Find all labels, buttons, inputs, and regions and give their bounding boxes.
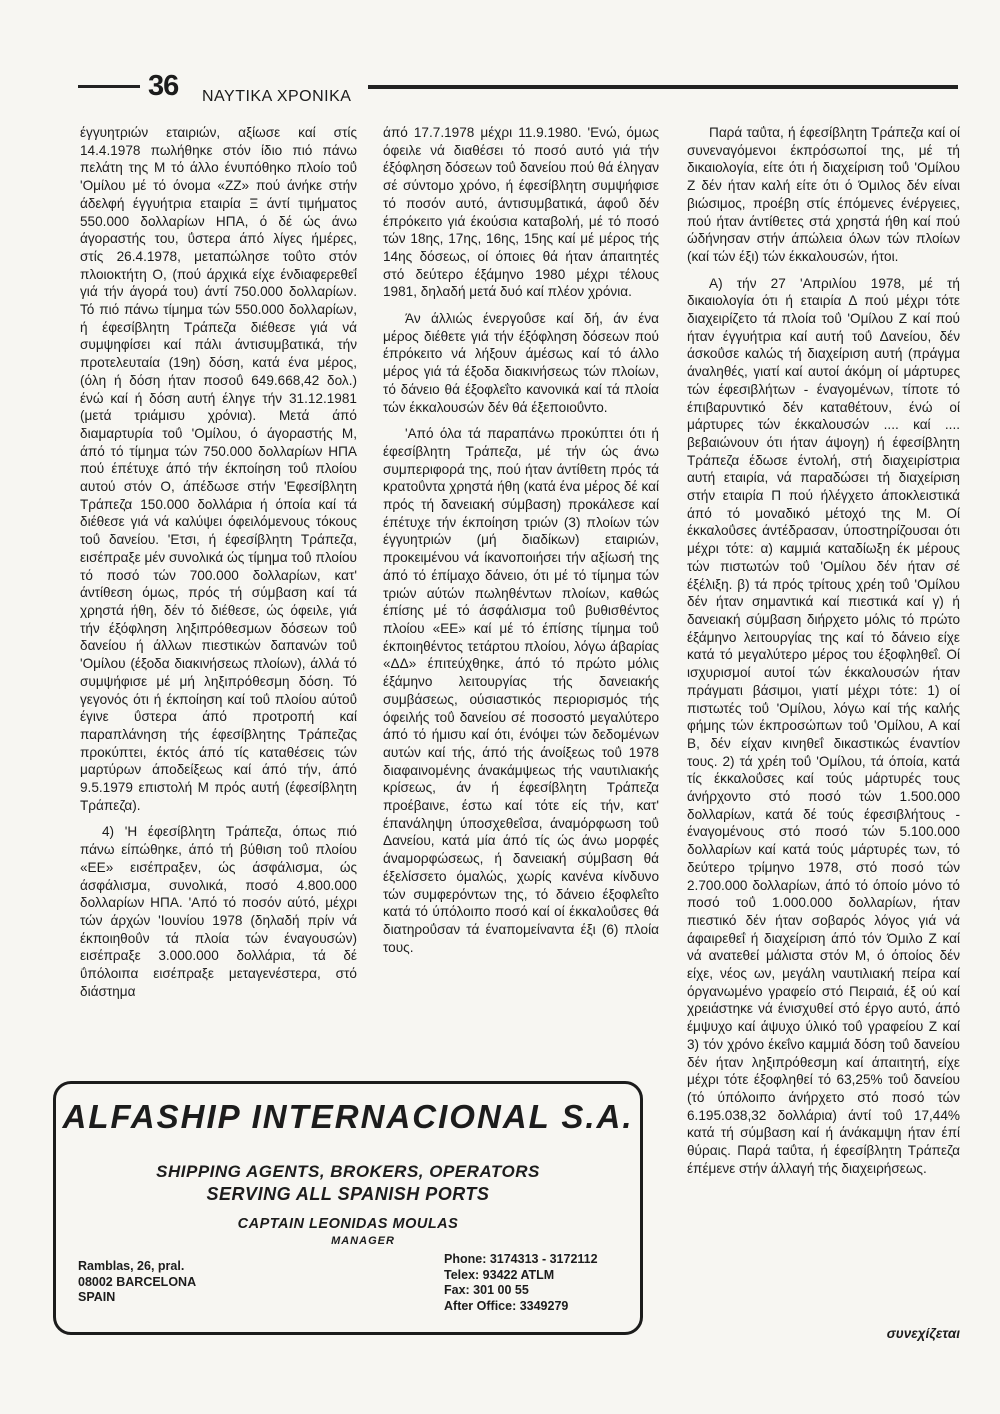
ad-phone: Phone: 3174313 - 3172112 [444, 1252, 598, 1266]
publication-title: ΝΑΥΤΙΚΑ ΧΡΟΝΙΚΑ [202, 88, 352, 105]
page-number: 36 [148, 70, 179, 102]
paragraph: 4) 'Η έφεσίβλητη Τράπεζα, όπως πιό πάνω είπώθηκε, άπό τή βύθιση τοΰ πλοίου «ΕΕ» εισέπραξεν, ώς άσφάλισμα, ώς άσφάλισμα, συνολικά, ποσό 4.800.000 δολλαρίων ΗΠΑ. 'Από τό ποσόν αύτό, μέχρι τών άρχών 'Ιουνίου 1978 (δηλαδή πρίν νά έκποιηθοΰν τά πλοία τών έναγουσών) εισέπραξε 3.000.000 δολλάρια, τά δέ ΰπόλοιπα εισέπραξε μεταγενέστερα, στό διάστημα [80, 824, 357, 999]
paragraph: Άν άλλιώς ένεργοΰσε καί δή, άν ένα μέρος διέθετε γιά τήν έξόφληση δόσεων πού έπρόκειτο νά λήξουν άμέσως καί τό άλλο μέρος γιά τά έξοδα διακινήσεως τών πλοίων, τό δάνειο θά έξοφλεΐτο κανονικά καί τά πλοία τών έκκαλουσών δέν θά έξεποιοΰντο. [383, 311, 659, 415]
ad-tagline-ports: SERVING ALL SPANISH PORTS [206, 1184, 490, 1204]
paragraph: Α) τήν 27 'Απριλίου 1978, μέ τή δικαιολογία ότι ή εταιρία Δ πού μέχρι τότε διαχειρίζετο τά πλοία τοΰ 'Ομίλου Ζ καί πού ήταν έγγυήτρια καί αυτή τοΰ Δανείου, δέν άσκοΰσε καλώς τή διαχείριση αυτή (πράγμα άναληθές, γιατί καί αυτοί άκόμη οί μάρτυρες τών έφεσιβλήτων - έναγομένων, τίποτε τό έπιβαρυντικό δέν καταθέτουν, ένώ οί μάρτυρες τών έκκαλουσών .... καί .... βεβαιώνουν ότι ήταν άψογη) ή έφεσίβλητη Τράπεζα έδωσε έντολή, στή διαχειρίστρια αυτή εταιρία, νά παραδώσει τή διαχείριση στήν εταιρία Π πού ήλέγχετο άποκλειστικά άπό τό μοναδικό μέτοχό της Μ. Οί έκκαλοΰσες άντέδρασαν, ύποστηρίζουσαι ότι μέχρι τότε: α) καμμιά καταδίωξη έκ μέρους τών πιστωτών τοΰ 'Ομίλου δέν ήταν σέ έξέλιξη. β) τά πρός τρίτους χρέη τοΰ 'Ομίλου δέν ήταν σημαντικά καί πιεστικά καί γ) ή δανειακή σύμβαση διήρχετο μόλις τό πρώτο έξάμηνο λειτουργίας της καί τό δάνειο είχε κατά τό μεγαλύτερο μέρος του έξοφληθεΐ. Οί ισχυρισμοί αυτοί τών έκκαλουσών ήταν πράγματι βάσιμοι, γιατί μέχρι τότε: 1) οί πιστωτές τοΰ 'Ομίλου, λόγω καί τής καλής φήμης τών έκπροσώπων τοΰ 'Ομίλου, Α καί Β, δέν είχαν κινηθεΐ δικαστικώς έναντίον τους. 2) τά χρέη τοΰ 'Ομίλου, τά όποία, κατά τίς έκκαλοΰσες καί τούς μάρτυρές τους άνήρχοντο στό ποσό τών 1.500.000 δολλαρίων, κατά δέ τούς έφεσιβλήτους - έναγομένους στό ποσό τών 5.100.000 δολλαρίων καί κατά τούς μάρτυρές των, τό δεύτερο τρίμηνο 1978, στό ποσό τών 2.700.000 δολλαρίων, άπό τό όποίο μόνο τό ποσό τοΰ 1.000.000 δολλαρίων, ήταν πιεστικό δέν ήταν σοβαρός λόγος γιά νά άφαιρεθεΐ ή διαχείριση άπό τόν Όμιλο Ζ καί νά ανατεθεί μάλιστα στόν Μ, ό όποίος δέν είχε, νέος ων, μεγάλη ναυτιλιακή πείρα καί όργανωμένο γραφείο στό Πειραιά, έξ ού καί χρειάστηκε νά ένισχυθεί στό έργο αυτό, άπό έμψυχο καί άψυχο ύλικό τοΰ γραφείου Ζ καί 3) τόν χρόνο έκεΐνο καμμιά δόση τοΰ δανείου δέν ήταν ληξιπρόθεσμη καί άπαιτητή, είχε μέχρι τότε έξοφληθεί τό 63,25% τοΰ δανείου (τό ύπόλοιπο άνήρχετο στό ποσό τών 6.195.038,32 δολλάρια) άντί τοΰ 17,44% κατά τή σύμβαση καί ή άνάκαμψη ήταν έπί θύραις. Παρά ταΰτα, ή έφεσίβλητη Τράπεζα έπέμενε στήν άλλαγή τής διαχειρήσεως. [687, 275, 960, 1176]
ad-address [78, 1259, 196, 1306]
ad-telex: Telex: 93422 ATLM [444, 1267, 555, 1282]
ad-address-line: 08002 BARCELONA [78, 1274, 197, 1289]
advertisement-box [53, 1081, 643, 1335]
ad-after-office: After Office: 3349279 [444, 1298, 569, 1313]
ad-role: MANAGER [331, 1235, 395, 1247]
page-header [78, 70, 958, 110]
paragraph: 'Από όλα τά παραπάνω προκύπτει ότι ή έφεσίβλητη Τράπεζα, μέ τήν ώς άνω συμπεριφορά της, πού ήταν άντίθετη πρός τά κρατοΰντα χρηστά ήθη (κατά ένα μέρος δέ καί πρός τή δανειακή σύμβαση) προκάλεσε καί έπέτυχε τήν έκποίηση τριών (3) πλοίων τών έγγυητριών (μή διαδίκων) εταιριών, προκειμένου νά ίκανοποιήσει τήν αξίωσή της άπό τό έπίμαχο δάνειο, ότι μέ τό τίμημα τών τριών αύτών πωληθέντων πλοίων, καθώς έπίσης μέ τό άσφάλισμα τοΰ βυθισθέντος πλοίου «ΕΕ» καί μέ τό έπίσης τίμημα τοΰ έκποιηθέντος τετάρτου πλοίου, λόγω άβαρίας «ΔΔ» έπιτεύχθηκε, άπό τό πρώτο μόλις έξάμηνο λειτουργίας τής δανειακής συμβάσεως, ούσιαστικός περιορισμός τής όφειλής τοΰ δανείου σέ ποσοστό μεγαλύτερο άπό τό ήμισυ καί ότι, ένόψει τών δεδομένων αυτών καί τής, άπό τής άνοίξεως τοΰ 1978 διαφαινομένης άνακάμψεως τής ναυτιλιακής κρίσεως, άν ή έφεσίβλητη Τράπεζα προέβαινε, έστω καί τότε είς τήν, κατ' έπανάληψη ύποσχεθεΐσα, άναμόρφωση τοΰ Δανείου, κατά μία άπό τίς ώς άνω μορφές άναμορφώσεως, ή δανειακή σύμβαση θά έξελίσσετο όμαλώς, χωρίς κανένα κίνδυνο τών συμφερόντων της, τό δάνειο έξοφλεΐτο κατά τό ύπόλοιπο ποσό καί οί έκκαλοΰσες θά διατηροΰσαν τά έναπομείναντα έξι (6) πλοία τους. [383, 426, 659, 955]
paragraph: έγγυητριών εταιριών, αξίωσε καί στίς 14.4.1978 πωλήθηκε στόν ίδιο πιό πάνω πελάτη της Μ τό άλλο ένυπόθηκο πλοίο τοΰ 'Ομίλου μέ τό όνομα «ΖΖ» πού άνήκε στήν άδελφή έγγυήτρια εταιρία Ξ άντί τιμήματος 550.000 δολλαρίων ΗΠΑ, ό δέ ώς άνω άγοραστής του, ΰστερα άπό λίγες ήμέρες, στίς 26.4.1978, μεταπώλησε τοΰτο στόν πλοιοκτήτη Ο, (πού άρχικά είχε ένδιαφερεθεΐ γιά τήν άγορά του) άντί 750.000 δολλαρίων. Τό πιό πάνω τίμημα τών 550.000 δολλαρίων, ή έφεσίβλητη Τράπεζα διέθεσε γιά νά συμψηφίσει καί πάλι άντισυμβατικά, τήν προτελευταία (19η) δόση, κατά ένα μέρος, (όλη ή δόση ήταν ποσοΰ 649.668,42 δολ.) ένώ καί ή δόση αυτή έληγε τήν 31.12.1981 (μετά τριάμισυ χρόνια). Μετά άπό διαμαρτυρία τοΰ 'Ομίλου, ό άγοραστής Μ, άπό τό τίμημα τών 750.000 δολλαρίων ΗΠΑ πού έπέτυχε άπό τήν έκποίηση τοΰ πλοίου αυτού στόν Ο, άπέδωσε στήν 'Εφεσίβλητη Τράπεζα 150.000 δολλάρια ή όποία καί τά διέθεσε γιά νά καλύψει όφειλόμενους τόκους τοΰ δανείου. 'Ετσι, ή έφεσίβλητη Τράπεζα, εισέπραξε μέν συνολικά ώς τίμημα τοΰ πλοίου τό ποσό τών 700.000 δολλαρίων, κατ' άντίθεση όμως, πρός τή σύμβαση καί τά χρηστά ήθη, δέν τό διέθεσε, ώς όφειλε, γιά τήν έξόφληση ληξιπρόθεσμων δόσεων τοΰ δανείου ή άλλων πιεστικών δαπανών τοΰ 'Ομίλου (έξοδα διακινήσεως πλοίων), άλλά τό συμψήφισε μέ μή ληξιπρόθεσμη δόση. Τό γεγονός ότι ή έκποίηση καί τοΰ πλοίου αύτοΰ έγινε ΰστερα άπό προτροπή καί παραπλάνηση τής έφεσίβλητης Τράπεζας προκύπτει, έκτός άπό τίς καταθέσεις τών μαρτύρων άποδείξεως καί άπό τήν, άπό 9.5.1979 επιστολή Μ πρός αυτή (έφεσίβλητη Τράπεζα). [80, 125, 357, 813]
paragraph: άπό 17.7.1978 μέχρι 11.9.1980. 'Ενώ, όμως όφειλε νά διαθέσει τό ποσό αυτό γιά τήν έξόφληση δόσεων τοΰ δανείου πού θά έληγαν σέ σύντομο χρόνο, ή έφεσίβλητη συμψήφισε τό ποσόν αυτό, άντισυμβατικά, άφοΰ δέν έπρόκειτο γιά έκούσια καταβολή, μέ τό ποσό τών 18ης, 17ης, 16ης, 15ης καί μέ μέρος τής 14ης δόσεως, οί όποιες θά ήταν άπαιτητές στό δεύτερο έξάμηνο 1980 μέχρι τέλους 1981, δηλαδή μετά δυό καί πλέον χρόνια. [383, 125, 659, 300]
ad-address-line: SPAIN [78, 1290, 116, 1304]
header-rule-left [78, 85, 140, 88]
article-column-2 [383, 124, 659, 1076]
ad-captain-name: CAPTAIN LEONIDAS MOULAS [237, 1216, 459, 1232]
ad-address-line: Ramblas, 26, pral. [78, 1259, 185, 1273]
continued-note: συνεχίζεται [886, 1326, 960, 1341]
article-column-3 [687, 124, 960, 1304]
header-rule-right [368, 85, 958, 89]
ad-fax: Fax: 301 00 55 [444, 1283, 529, 1297]
paragraph: Παρά ταΰτα, ή έφεσίβλητη Τράπεζα καί οί συνεναγόμενοι έκπρόσωποί της, μέ τή δικαιολογία, είτε ότι ή διαχείριση τοΰ 'Ομίλου Ζ δέν ήταν καλή είτε ότι ό Όμιλος δέν είναι βιώσιμος, προέβη στίς έπόμενες ένέργειες, πού ήταν άντίθετες στά χρηστά ήθη καί πού ώδήνησαν στήν άπώλεια όλων τών πλοίων (καί τών έξι) τών έκκαλουσών, ήτοι. [687, 125, 960, 264]
article-column-1 [80, 124, 357, 1074]
ad-tagline-services: SHIPPING AGENTS, BROKERS, OPERATORS [156, 1162, 540, 1181]
ad-contacts [444, 1252, 598, 1314]
ad-company-name: ALFASHIP INTERNACIONAL S.A. [62, 1098, 634, 1135]
